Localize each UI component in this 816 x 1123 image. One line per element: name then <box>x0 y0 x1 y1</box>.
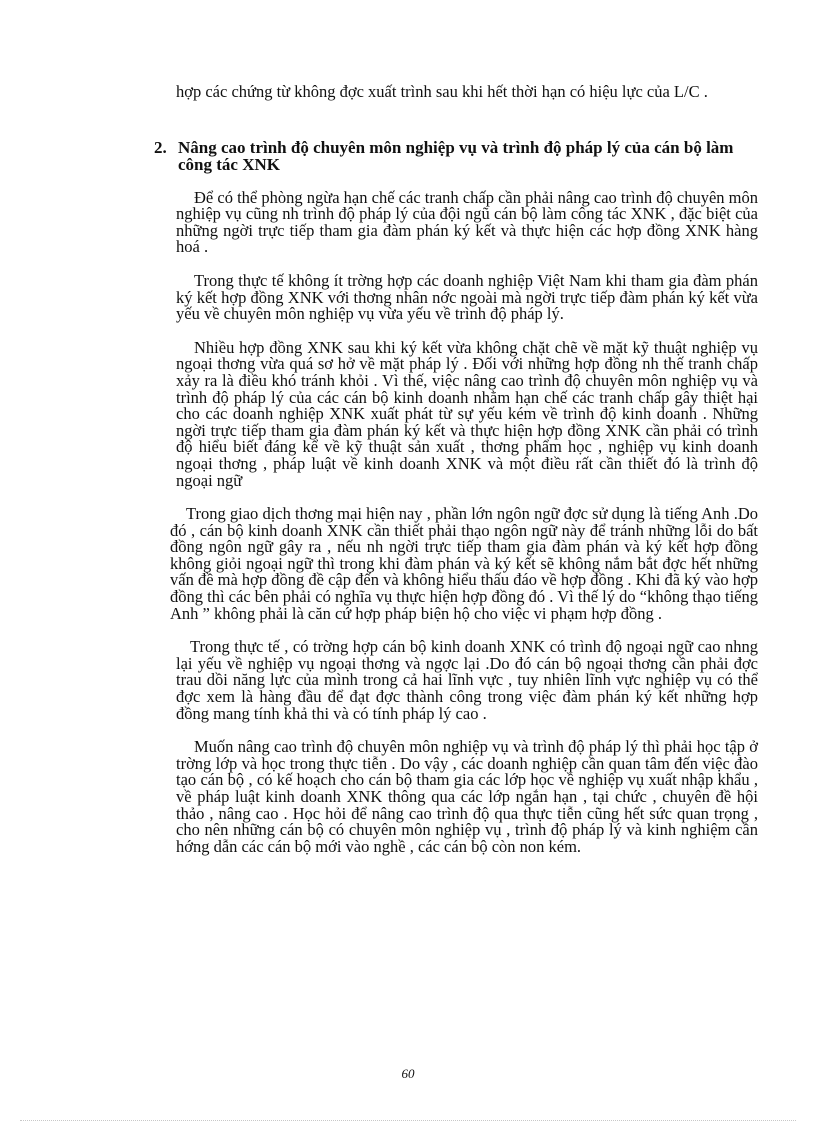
paragraph-2: Trong thực tế không ít trờng hợp các doanh nghiệp Việt Nam khi tham gia đàm phán ký kết hợp đồng XNK với thơng nhân nớc ngoài mà ngời trực tiếp đàm phán ký kết vừa yếu về chuyên môn nghiệp vụ vừa yếu về trình độ pháp lý. <box>176 270 758 324</box>
paragraph-5: Trong thực tế , có trờng hợp cán bộ kinh doanh XNK có trình độ ngoại ngữ cao nhng lại yếu về nghiệp vụ ngoại thơng và ngợc lại .Do đó cán bộ ngoại thơng cần phải đợc trau dồi năng lực của mình trong cả hai lĩnh vực , tuy nhiên lĩnh vực nghiệp vụ có thể đợc xem là hàng đầu để đạt đợc thành công trong việc đàm phán ký kết những hợp đồng mang tính khả thi và có tính pháp lý cao . <box>176 637 758 723</box>
paragraph-4: Trong giao dịch thơng mại hiện nay , phần lớn ngôn ngữ đợc sử dụng là tiếng Anh .Do đó , cán bộ kinh doanh XNK cần thiết phải thạo ngôn ngữ này để tránh những lỗi do bất đồng ngôn ngữ gây ra , nếu nh ngời trực tiếp tham gia đàm phán và ký kết hợp đồng không giỏi ngoại ngữ thì trong khi đàm phán và ký kết sẽ không nắm bắt đợc hết những vấn đề mà hợp đồng đề cập đến và không hiểu thấu đáo về hợp đồng . Khi đã ký vào hợp đồng thì các bên phải có nghĩa vụ thực hiện hợp đồng đó . Vì thế lý do “không thạo tiếng Anh ” không phải là căn cứ hợp pháp biện hộ cho việc vi phạm hợp đồng . <box>170 504 758 623</box>
paragraph-1: Để có thể phòng ngừa hạn chế các tranh chấp cần phải nâng cao trình độ chuyên môn nghiệp vụ cũng nh trình độ pháp lý của đội ngũ cán bộ làm công tác XNK , đặc biệt của những ngời trực tiếp tham gia đàm phán ký kết và thực hiện các hợp đồng XNK hàng hoá . <box>176 187 758 257</box>
page-content <box>154 82 758 872</box>
paragraph-3: Nhiều hợp đồng XNK sau khi ký kết vừa không chặt chẽ về mặt kỹ thuật nghiệp vụ ngoại thơng vừa quá sơ hở về mặt pháp lý . Đối với những hợp đồng nh thế tranh chấp xảy ra là điều khó tránh khỏi . Vì thế, việc nâng cao trình độ chuyên môn nghiệp vụ và trình độ pháp lý của các cán bộ kinh doanh nhằm hạn chế các tranh chấp gây thiệt hại cho các doanh nghiệp XNK xuất phát từ sự yếu kém về trình độ kinh doanh . Những ngời trực tiếp tham gia đàm phán ký kết và thực hiện hợp đồng XNK cần phải có trình độ hiểu biết đáng kể về kỹ thuật sản xuất , thơng phẩm học , nghiệp vụ kinh doanh ngoại thơng , pháp luật về kinh doanh XNK và một điều rất cần thiết đó là trình độ ngoại ngữ <box>176 337 758 490</box>
page-number: 60 <box>401 1066 415 1081</box>
section-title: Nâng cao trình độ chuyên môn nghiệp vụ và trình độ pháp lý của cán bộ làm công tác XNK <box>178 137 734 175</box>
section-heading <box>154 139 758 174</box>
section-number: 2. <box>154 137 167 157</box>
paragraph-6: Muốn nâng cao trình độ chuyên môn nghiệp vụ và trình độ pháp lý thì phải học tập ở trờng lớp và học trong thực tiễn . Do vậy , các doanh nghiệp cần quan tâm đến việc đào tạo cán bộ , có kế hoạch cho cán bộ tham gia các lớp học về nghiệp vụ xuất nhập khẩu , về pháp luật kinh doanh XNK thông qua các lớp ngắn hạn , tại chức , chuyên đề hội thảo , nâng cao . Học hỏi để nâng cao trình độ qua thực tiễn cũng hết sức quan trọng , cho nên những cán bộ có chuyên môn nghiệp vụ , trình độ pháp lý và kinh nghiệm cần hớng dẫn các cán bộ mới vào nghề , các cán bộ còn non kém. <box>176 737 758 856</box>
page-bottom-divider <box>20 1120 796 1121</box>
continued-paragraph: hợp các chứng từ không đợc xuất trình sau khi hết thời hạn có hiệu lực của L/C . <box>176 82 708 101</box>
